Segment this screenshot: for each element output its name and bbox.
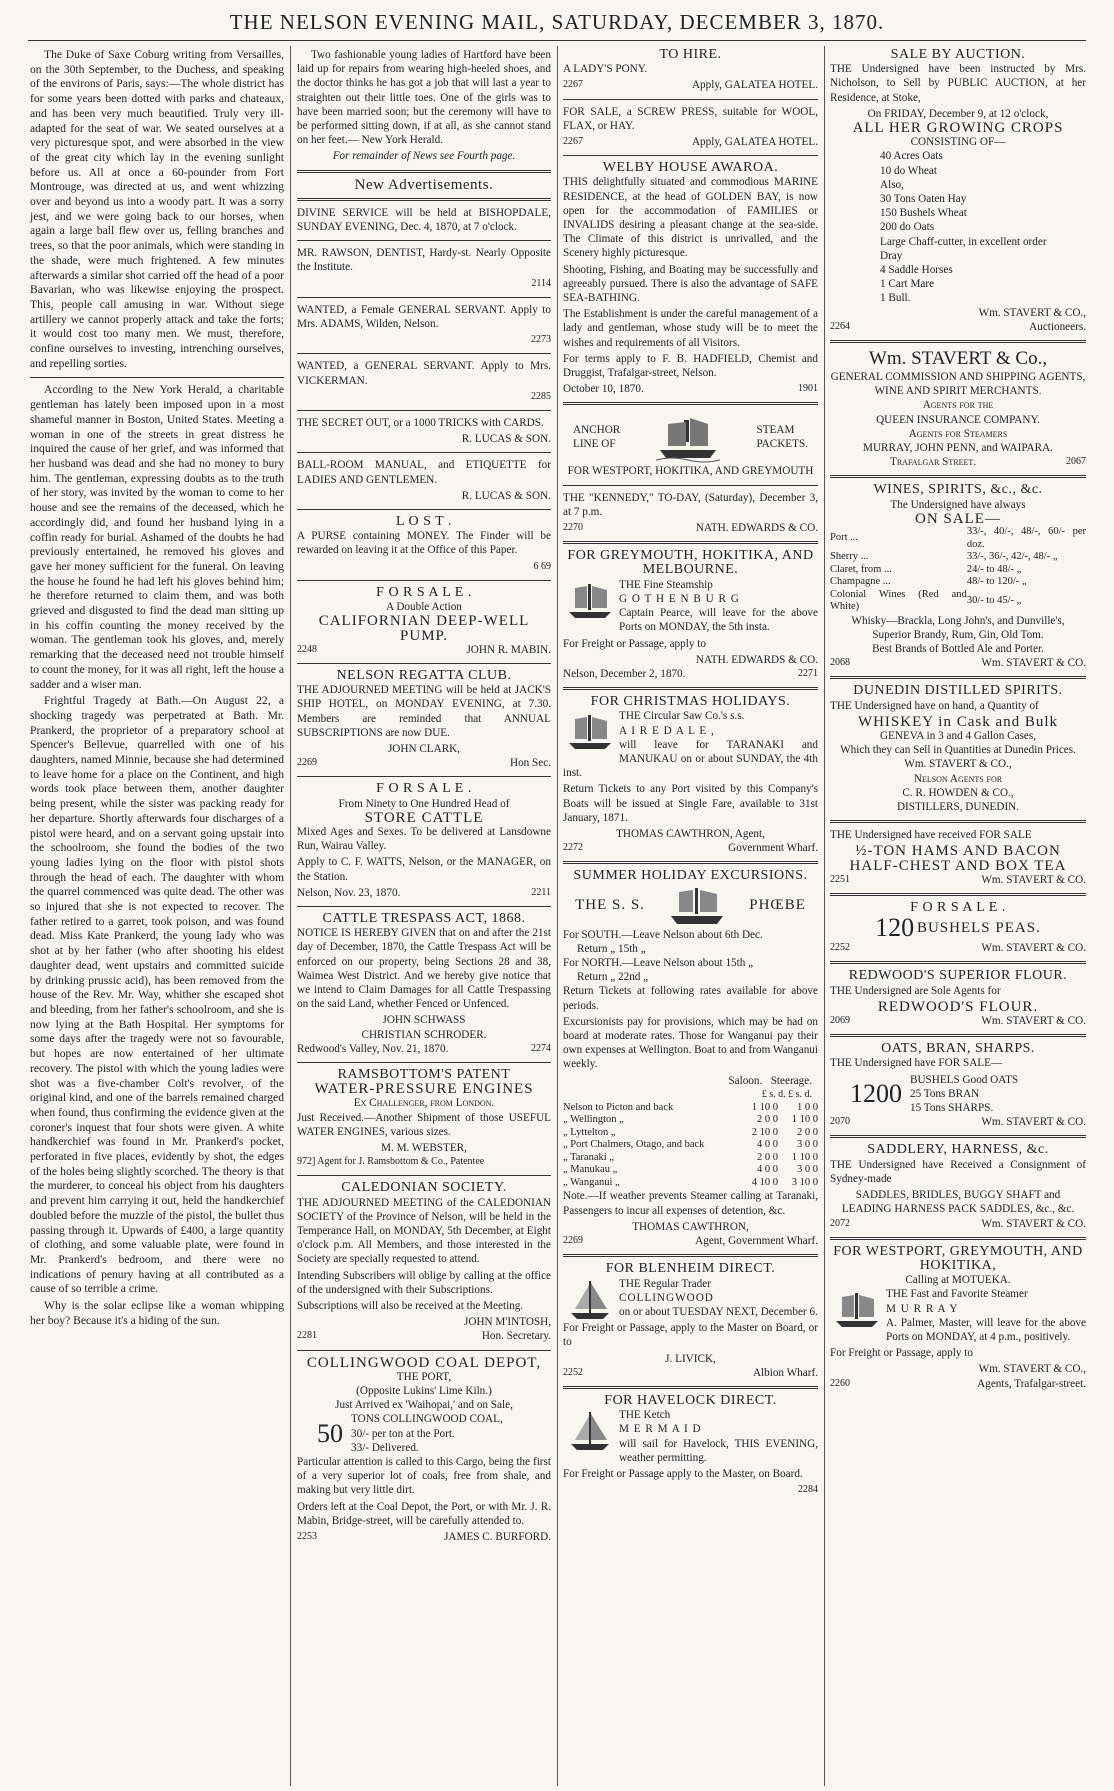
ad-deep-well-pump: CALIFORNIAN DEEP-WELL PUMP. (318, 613, 530, 644)
crop-item: 4 Saddle Horses (880, 264, 953, 277)
wines-heading: WINES, SPIRITS, &c., &c. (873, 482, 1043, 498)
crop-item: Dray (880, 249, 903, 262)
remainder-note: For remainder of News see Fourth page. (332, 150, 516, 163)
steamer-icon (834, 1289, 880, 1331)
coal-tons-number: 50 (317, 1418, 343, 1448)
ad-divine-service: DIVINE SERVICE will be held at BISHOPDALE, SUNDAY EVENING, Dec. 4, 1870, at 7 o'clock. (297, 206, 551, 234)
fare-row: „ Wanganui „ 4 10 0 3 10 0 (563, 1176, 818, 1188)
ad-kennedy: THE "KENNEDY," TO-DAY, (Saturday), December 3, at 7 p.m. (563, 491, 818, 518)
column-1 (30, 48, 284, 1330)
masthead-rule (28, 40, 1086, 41)
ketch-icon (567, 1410, 613, 1452)
crop-item: Large Chaff-cutter, in excellent order (880, 235, 1047, 248)
wine-row: Sherry ... 33/-, 36/-, 42/-, 48/- „ (830, 551, 1058, 563)
wine-row: Champagne ... 48/- to 120/- „ (830, 576, 1027, 588)
column-2: Two fashionable young ladies of Hartford have been laid up for repairs from wearing high-heeled shoes, and the doctor thinks he has got a job that will last a year to straighten out their little toes. One of the girls was to have been married soon; but the ceremony will have to be performed sitting down, if at all, as she cannot stand on her feet.— New York Herald. For remainder of News see Fourth page. New Advertisements. DIVINE SERVICE will be held at BISHOPDALE, SUNDAY EVENING, Dec. 4, 1870, at 7 o'clock. MR. RAWSON, DENTIST, Hardy-st. Nearly Opposite the Institute. 2114 WANTED, a Female GENERAL SERVANT. Apply to Mrs. ADAMS, Wilden, Nelson. 2273 WANTED, a GENERAL SERVANT. Apply to Mrs. VICKERMAN. 2285 THE SECRET OUT, or a 1000 TRICKS with CARDS. R. LUCAS & SON. BALL-ROOM MANUAL, and ETIQUETTE for LADIES AND GENTLEMEN. R. LUCAS & SON. L O S T . A PURSE containing MONEY. The Finder will be rewarded on leaving it at the Office of this Paper. 6 69 F O R S A L E . A Double Action CALIFORNIAN DEEP-WELL PUMP. 2248 JOHN R. MABIN. NELSON REGATTA CLUB. THE ADJOURNED MEETING will be held at JACK'S SHIP HOTEL, on MONDAY EVENING, at 7.30. Members are reminded that ANNUAL SUBSCRIPTIONS are now DUE. JOHN CLARK, 2269 Hon Sec. F O R S A L E . From Ninety to One Hundred Head of STORE CATTLE Mixed Ages and Sexes. To be delivered at Lansdowne Run, Wairau Valley. Apply to C. F. WATTS, Nelson, or the MANAGER, on the Station. Nelson, Nov. 23, 1870. 2211 CATTLE TRESPASS ACT, 1868. NOTICE IS HEREBY GIVEN that on and after the 21st day of December, 1870, the Cattle Trespass Act will be enforced on our property, being Sections 28 and 38, Waimea West District. And we hereby give notice that we intend to Claim Damages for all Cattle Trespassing on the said Land, whether Fenced or Unfenced. JOHN SCHWASS CHRISTIAN SCHRODER. Redwood's Valley, Nov. 21, 1870. 2274 RAMSBOTTOM'S PATENT WATER-PRESSURE ENGINES Ex Challenger, from London. Just Received.—Another Shipment of those USEFUL WATER ENGINES, various sizes. M. M. WEBSTER, 972] Agent for J. Ramsbottom & Co., Patentee CALEDONIAN SOCIETY. THE ADJOURNED MEETING of the CALEDONIAN SOCIETY of the Province of Nelson, will be held in the Temperance Hall, on MONDAY, 5th December, at Eight o'clock p.m. All Members, and those interested in the Society are specially requested to attend. Intending Subscribers will oblige by calling at the office of the undersigned with their Subscriptions. Subscriptions will also be received at the Meeting. JOHN M'INTOSH, 2281 Hon. Secretary. COLLINGWOOD COAL DEPOT, THE PORT, (Opposite Lukins' Lime Kiln.) Just Arrived ex 'Waihopai,' and on Sale, 50 TONS COLLINGWOOD COAL, 30/- per ton at the Port. 33/- Delivered. Particular attention is called to this Cargo, being the first of a very superior lot of coals, free from shale, and making but very little dirt. Orders left at the Coal Depot, the Port, or with Mr. J. R. Mabin, Bridge-street, will be carefully attended to. 2253 JAMES C. BURFORD. (297, 49, 551, 1544)
fares-table (563, 1102, 818, 1190)
for-sale-peas-heading: F O R S A L E . (910, 900, 1006, 916)
article-saxe-coburg: The Duke of Saxe Coburg writing from Versailles, on the 30th September, to the Duchess, and speaking of the environs of Paris, says:—The whole district has for some years been dotted with parks and chateaux, and has been very much beautified. Truly very ill-adapted for the seat of war. We seated ourselves at a very picturesque spot, and were absorbed in the view of the great city which lay in the evening sunlight before us. All at once a 60-pounder from Fort Montrouge, was directed at us, and went whizzing over and beyond us into a woody part. It was a sorry jest, and we were going back to our horses, when again a large ball flew over us, felling branches and trees, so that the poor animals, which were standing in the shade, were much frightened. A few minutes afterwards a similar shot carried off the head of a poor Bavarian, who was likewise enjoying the prospect. This, people call amusing in war. Without siege artillery we cannot properly attack and take the forts; it would cost too many men. We must, therefore, confine ourselves to investing, intrenching ourselves, and repelling sorties. (30, 48, 284, 370)
masthead: THE NELSON EVENING MAIL, SATURDAY, DECEMBER 3, 1870. (229, 10, 885, 34)
blenheim-heading: FOR BLENHEIM DIRECT. (605, 1261, 776, 1277)
ship-phoebe: THE S. S. PHŒBE (563, 884, 818, 928)
coal-depot-heading: COLLINGWOOD COAL DEPOT, (306, 1354, 542, 1371)
fare-row: „ Wellington „ 2 0 0 1 10 0 (563, 1114, 818, 1126)
crop-item: 150 Bushels Wheat (880, 207, 967, 220)
crop-item: Also, (880, 178, 904, 191)
ad-sale-by-auction: THE Undersigned have been instructed by Mrs. Nicholson, to Sell by PUBLIC AUCTION, at her Residence, at Stoke, (830, 63, 1086, 104)
article-tragedy-bath: Frightful Tragedy at Bath.—On August 22, a shocking tragedy was perpetrated at Bath. Mr. Prankerd, the proprietor of a preparatory school at Spencer's Bellevue, quarrelled with one of his daughters, named Minnie, because she had determined to leave home for a place on the Continent, and high words took place between them, another daughter being present, while the sister was packing ready for her departure. Shortly afterwards four discharges of a pistol were heard, and on a servant going upstair into the schoolroom, she found the bodies of the two young ladies lying on the floor with pistol shots through the head of each. The daughter with whom the quarrel commenced was quite dead. The other was so injured that she is not expected to recover. The father retired to a garret, took poison, and was found dead. Miss Kate Prankerd, the young lady who was shot at by her father (who after shooting his eldest daughter dead, went upstairs and committed suicide by drinking prussic acid), has been removed from the house of the Rev. Mr. Way, whither she escaped shot and bleeding, from her father's schoolroom, and she is now lying at the Bath Hospital. Her symptoms for some days after the tragedy were not so favourable, but hopes are now entertained of her ultimate recovery. The pistol with which the young ladies were shot was a five-chamber Colt's revolver, of the original kind, and one of the barrels remained charged when found, thus confirming the evidence given at the coroner's inquest that four shots were given. A white handkerchief was found in Mr. Prankerd's pocket, perforated in five places, evidently by shot, the edges of the holes being slightly scorched. The theory is that the murderer, to conceal his object from his daughters and prevent him carrying it out, held the handkerchief doubled before the muzzle of the pistol, the bullet thus passing through it. Upwards of £400, a large quantity of clothing, and some valuable plate, were found in Mr. Prankerd's bedroom, and there were no indications of penury having at all contributed as a cause of so terrible a crime. (30, 694, 284, 1296)
havelock-heading: FOR HAVELOCK DIRECT. (604, 1392, 777, 1408)
dunedin-heading: DUNEDIN DISTILLED SPIRITS. (853, 683, 1063, 699)
ship-icon (567, 711, 613, 753)
christmas-heading: FOR CHRISTMAS HOLIDAYS. (590, 694, 791, 710)
ship-icon (567, 580, 613, 622)
ship-murray: M U R R A Y (886, 1302, 959, 1315)
westport-heading: FOR WESTPORT, GREYMOUTH, AND HOKITIKA, (833, 1243, 1083, 1273)
ad-secret-tricks: THE SECRET OUT, or a 1000 TRICKS with CARDS. (297, 417, 544, 430)
sailing-ship-icon (567, 1279, 613, 1321)
article-hartford-ladies: Two fashionable young ladies of Hartford have been laid up for repairs from wearing high-heeled shoes, and the doctor thinks he has got a job that will last a year to straighten out their little toes. One of the girls was to have been married soon; but the ceremony will have to be performed sitting down, if at all, as she cannot stand on her feet.— New York Herald. (297, 49, 551, 147)
fare-row: „ Manukau „ 4 0 0 3 0 0 (563, 1164, 818, 1176)
caledonian-heading: CALEDONIAN SOCIETY. (341, 1180, 507, 1196)
article-boston-funeral: According to the New York Herald, a charitable gentleman has lately been imposed upon in a most shameful manner in Boston, United States. Meeting a woman in one of the streets in great distress he inquired the cause of her grief, and was informed that her husband was dead and she had no money to bury him. The gentleman, expressing doubts as to the truth of her story, was invited by the woman to come to her house and see the remains of the deceased, which he accordingly did, and found her husband lying in a coffin ready for burial. Ashamed of the doubts he had previously entertained, he removed his gloves and gave her money sufficient for the funeral. On leaving the house he found he had left his gloves behind him; he therefore returned to claim them, and was both grieved and disgusted to find the dead man sitting up in his coffin counting the money received by the woman. The gentleman took his gloves, and, merely remarking that the deceased need not trouble himself to count the money, for it was all right, left the house a sadder and a wiser man. (30, 383, 284, 691)
new-advertisements-heading: New Advertisements. (354, 176, 494, 193)
ship-gothenburg: G O T H E N B U R G (619, 592, 740, 605)
wine-price-list (830, 526, 1086, 614)
trespass-heading: CATTLE TRESPASS ACT, 1868. (322, 910, 526, 926)
ad-rawson-dentist: MR. RAWSON, DENTIST, Hardy-st. Nearly Opposite the Institute. (297, 247, 551, 274)
ad-caledonian-meeting: THE ADJOURNED MEETING of the CALEDONIAN SOCIETY of the Province of Nelson, will be held in the Temperance Hall, on MONDAY, 5th December, at Eight o'clock p.m. All Members, and those interested in the Society are specially requested to attend. (297, 1196, 551, 1266)
flour-heading: REDWOOD'S SUPERIOR FLOUR. (848, 968, 1068, 984)
column-rule-3 (824, 46, 825, 1786)
auction-heading: SALE BY AUCTION. (890, 47, 1026, 62)
column-rule-2 (557, 46, 558, 1786)
saddlery-heading: SADDLERY, HARNESS, &c. (867, 1142, 1049, 1158)
ad-store-cattle: STORE CATTLE (364, 809, 484, 826)
welby-heading: WELBY HOUSE AWAROA. (602, 160, 779, 176)
ad-ladys-pony: A LADY'S PONY. (563, 63, 648, 76)
fare-row: „ Port Chalmers, Otago, and back 4 0 0 3 0 0 (563, 1139, 818, 1151)
ramsbottom-heading: RAMSBOTTOM'S PATENT (337, 1066, 511, 1082)
greymouth-heading: FOR GREYMOUTH, HOKITIKA, AND MELBOURNE. (567, 548, 814, 578)
ad-welby-house: THIS delightfully situated and commodious MARINE RESIDENCE, at the head of GOLDEN BAY, is now open for the accommodation of FAMILIES or INVALIDS desiring a pleasant change at the sea-side. The Climate of this district is unrivalled, and the Scenery highly picturesque. (563, 176, 818, 260)
stavert-heading: Wm. STAVERT & Co., (868, 348, 1048, 370)
ad-lost-purse: A PURSE containing MONEY. The Finder will be rewarded on leaving it at the Office of this Paper. (297, 530, 551, 557)
summer-heading: SUMMER HOLIDAY EXCURSIONS. (573, 868, 808, 884)
column-3: TO HIRE. A LADY'S PONY. 2267 Apply, GALATEA HOTEL. FOR SALE, a SCREW PRESS, suitable for WOOL, FLAX, or HAY. 2267 Apply, GALATEA HOTEL. WELBY HOUSE AWAROA. THIS delightfully situated and commodious MARINE RESIDENCE, at the head of GOLDEN BAY, is now open for the accommodation of FAMILIES or INVALIDS desiring a pleasant change at the sea-side. The Climate of this district is unrivalled, and the Scenery highly picturesque. Shooting, Fishing, and Boating may be successfully and agreeably pursued. There is also the advantage of SAFE SEA-BATHING. The Establishment is under the careful management of a lady and gentleman, whose study will be to meet the wishes and requirements of all Visitors. For terms apply to F. B. HADFIELD, Chemist and Druggist, Trafalgar-street, Nelson. October 10, 1870. 1901 ANCHOR LINE OF STEAM PACKETS. FOR WESTPORT, HOKITIKA, AND GREYMOUTH THE "KENNEDY," TO-DAY, (Saturday), December 3, at 7 p.m. 2270 NATH. EDWARDS & CO. FOR GREYMOUTH, HOKITIKA, AND MELBOURNE. THE Fine Steamship G O T H E N B U R G Captain Pearce, will leave for the above Ports on MONDAY, the 5th insta. For Freight or Passage, apply to NATH. EDWARDS & CO. Nelson, December 2, 1870. 2271 FOR CHRISTMAS HOLIDAYS. THE Circular Saw Co.'s s.s. A I R E D A L E , will leave for TARANAKI and MANUKAU on or about SUNDAY, the 4th inst. Return Tickets to any Port visited by this Company's Boats will be issued at Single Fare, available to 31st January, 1871. THOMAS CAWTHRON, Agent, 2272 Government Wharf. SUMMER HOLIDAY EXCURSIONS. THE S. S. PHŒBE For SOUTH.—Leave Nelson about 6th Dec. Return „ 15th „ For NORTH.—Leave Nelson about 15th „ Return „ 22nd „ Return Tickets at following rates available for above periods. Excursionists pay for provisions, which may be had on board at moderate rates. Those for Wanganui pay their own expenses at Wellington. Boat to and from Wanganui weekly. Saloon. Steerage. £ s. d. £ s. d. Nelson to Picton and back 1 10 0 1 0 0 „ Wellington „ 2 0 0 1 10 0 „ Lyttelton „ 2 10 0 2 0 0 „ Port Chalmers, Otago, and back 4 0 0 3 0 0 „ Taranaki „ 2 0 0 1 10 0 „ Manukau „ 4 0 0 3 0 0 „ Wanganui „ 4 10 0 3 10 0 Note.—If weather prevents Steamer calling at Taranaki, Passengers to incur all expenses of detention, &c. THOMAS CAWTHRON, 2269 Agent, Government Wharf. FOR BLENHEIM DIRECT. THE Regular Trader COLLINGWOOD on or about TUESDAY NEXT, December 6. For Freight or Passage, apply to the Master on Board, or to J. LIVICK, 2252 Albion Wharf. FOR HAVELOCK DIRECT. THE Ketch M E R M A I D will sail for Havelock, THIS EVENING, weather permitting. For Freight or Passage apply to the Master, on Board. 2284 (563, 47, 818, 1496)
crop-items-list (830, 149, 1086, 305)
ad-trespass-notice: NOTICE IS HEREBY GIVEN that on and after the 21st day of December, 1870, the Cattle Trespass Act will be enforced on our property, being Sections 28 and 38, Waimea West District. And we hereby give notice that we intend to Claim Damages for all Cattle Trespassing on the said Land, whether Fenced or Unfenced. (297, 927, 551, 1011)
ship-mermaid: M E R M A I D (619, 1423, 702, 1436)
ship-collingwood: COLLINGWOOD (619, 1291, 714, 1304)
for-sale-heading: F O R S A L E . (376, 584, 472, 600)
column-rule-1 (290, 46, 291, 1786)
ad-wanted-servant-vickerman: WANTED, a GENERAL SERVANT. Apply to Mrs. VICKERMAN. (297, 360, 551, 387)
ad-screw-press: FOR SALE, a SCREW PRESS, suitable for WOOL, FLAX, or HAY. (563, 105, 818, 132)
ship-airedale: A I R E D A L E , (619, 724, 715, 737)
column-4: SALE BY AUCTION. THE Undersigned have been instructed by Mrs. Nicholson, to Sell by PUBLIC AUCTION, at her Residence, at Stoke, On FRIDAY, December 9, at 12 o'clock, ALL HER GROWING CROPS CONSISTING OF— 40 Acres Oats 10 do Wheat Also, 30 Tons Oaten Hay 150 Bushels Wheat 200 do Oats Large Chaff-cutter, in excellent order Dray 4 Saddle Horses 1 Cart Mare 1 Bull. Wm. STAVERT & CO., 2264 Auctioneers. Wm. STAVERT & Co., GENERAL COMMISSION AND SHIPPING AGENTS, WINE AND SPIRIT MERCHANTS. Agents for the QUEEN INSURANCE COMPANY. Agents for Steamers MURRAY, JOHN PENN, and WAIPARA. Trafalgar Street. 2067 WINES, SPIRITS, &c., &c. The Undersigned have always ON SALE— Port ... 33/-, 40/-, 48/-, 60/- per doz. Sherry ... 33/-, 36/-, 42/-, 48/- „ Claret, from ... 24/- to 48/- „ Champagne ... 48/- to 120/- „ Colonial Wines (Red and White) 30/- to 45/- „ Whisky—Brackla, Long John's, and Dunville's, Superior Brandy, Rum, Gin, Old Tom. Best Brands of Bottled Ale and Porter. 2068 Wm. STAVERT & CO. DUNEDIN DISTILLED SPIRITS. THE Undersigned have on hand, a Quantity of WHISKEY in Cask and Bulk GENEVA in 3 and 4 Gallon Cases, Which they can Sell in Quantities at Dunedin Prices. Wm. STAVERT & CO., Nelson Agents for C. R. HOWDEN & CO., DISTILLERS, DUNEDIN. THE Undersigned have received FOR SALE ½-TON HAMS AND BACON HALF-CHEST AND BOX TEA 2251 Wm. STAVERT & CO. F O R S A L E . 120 BUSHELS PEAS. 2252 Wm. STAVERT & CO. REDWOOD'S SUPERIOR FLOUR. THE Undersigned are Sole Agents for REDWOOD'S FLOUR. 2069 Wm. STAVERT & CO. OATS, BRAN, SHARPS. THE Undersigned have FOR SALE— 1200 BUSHELS Good OATS 25 Tons BRAN 15 Tons SHARPS. 2070 Wm. STAVERT & CO. SADDLERY, HARNESS, &c. THE Undersigned have Received a Consignment of Sydney-made SADDLES, BRIDLES, BUGGY SHAFT and LEADING HARNESS PACK SADDLES, &c., &c. 2072 Wm. STAVERT & CO. FOR WESTPORT, GREYMOUTH, AND HOKITIKA, Calling at MOTUEKA. THE Fast and Favorite Steamer M U R R A Y A. Palmer, Master, will leave for the above Ports on MONDAY, at 4 p.m., positively. For Freight or Passage, apply to Wm. STAVERT & CO., 2260 Agents, Trafalgar-street. (830, 47, 1086, 1390)
crop-item: 40 Acres Oats (880, 150, 943, 163)
crop-item: 10 do Wheat (880, 164, 937, 177)
lost-heading: L O S T . (396, 514, 452, 530)
to-hire-heading: TO HIRE. (659, 47, 722, 62)
fare-row: „ Taranaki „ 2 0 0 1 10 0 (563, 1151, 818, 1163)
fare-row: Nelson to Picton and back 1 10 0 1 0 0 (563, 1101, 818, 1113)
wine-row: Port ... 33/-, 40/-, 48/-, 60/- per doz. (830, 526, 1086, 550)
anchor-line-banner: ANCHOR LINE OF STEAM PACKETS. (563, 410, 818, 464)
divider (30, 377, 284, 378)
oats-heading: OATS, BRAN, SHARPS. (881, 1041, 1035, 1057)
ship-icon (669, 884, 725, 928)
regatta-heading: NELSON REGATTA CLUB. (336, 667, 512, 683)
crop-item: 200 do Oats (880, 221, 935, 234)
ad-ballroom-manual: BALL-ROOM MANUAL, and ETIQUETTE for LADIES AND GENTLEMEN. (297, 459, 551, 486)
wine-row: Claret, from ... 24/- to 48/- „ (830, 563, 1022, 575)
crop-item: 1 Bull. (880, 292, 911, 305)
for-sale-cattle-heading: F O R S A L E . (376, 781, 472, 797)
ad-wanted-servant-adams: WANTED, a Female GENERAL SERVANT. Apply to Mrs. ADAMS, Wilden, Nelson. (297, 303, 551, 331)
ad-hams-bacon: ½-TON HAMS AND BACON (855, 843, 1061, 860)
ad-regatta-meeting: THE ADJOURNED MEETING will be held at JACK'S SHIP HOTEL, on MONDAY EVENING, at 7.30. Members are reminded that ANNUAL SUBSCRIPTIONS are now DUE. (297, 684, 551, 739)
steamship-icon (656, 410, 720, 464)
fare-row: „ Lyttelton „ 2 10 0 2 0 0 (563, 1126, 818, 1138)
crop-item: 1 Cart Mare (880, 278, 935, 291)
crop-item: 30 Tons Oaten Hay (880, 193, 967, 206)
article-solar-eclipse: Why is the solar eclipse like a woman whipping her boy? Because it's a hiding of the sun. (30, 1299, 284, 1327)
wine-row: Colonial Wines (Red and White) 30/- to 45/- „ (830, 588, 1022, 613)
